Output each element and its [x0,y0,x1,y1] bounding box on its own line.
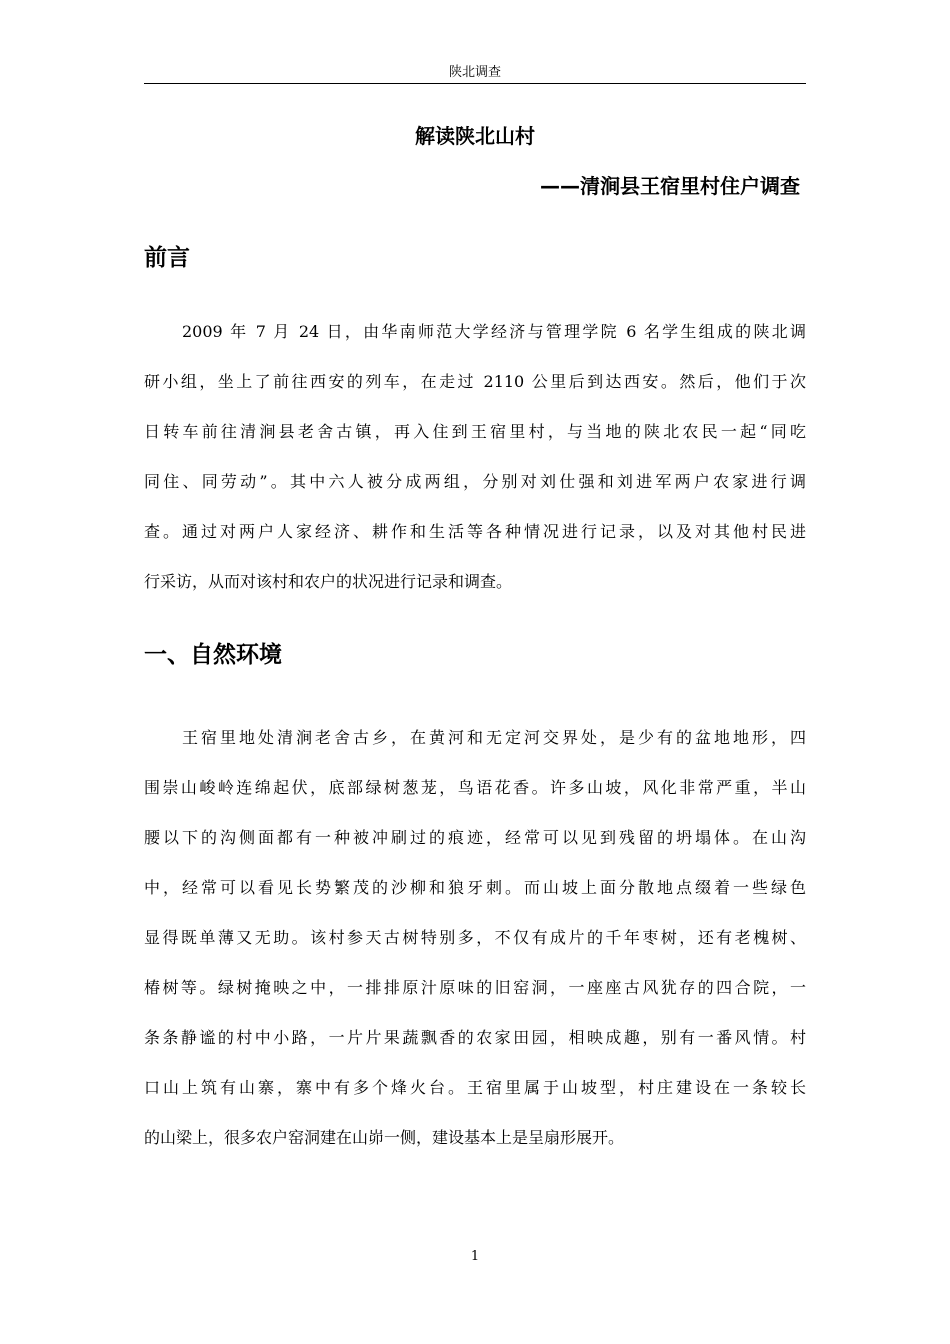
paragraph-line: 条条静谧的村中小路，一片片果蔬飘香的农家田园，相映成趣，别有一番风情。村 [144,1028,806,1047]
paragraph-line: 椿树等。绿树掩映之中，一排排原汁原味的旧窑洞，一座座古风犹存的四合院，一 [144,978,806,997]
page-number: 1 [470,1249,480,1264]
paragraph-line: 查。通过对两户人家经济、耕作和生活等各种情况进行记录，以及对其他村民进 [144,522,806,541]
document-subtitle: ——清涧县王宿里村住户调查 [540,174,800,198]
paragraph-line: 王宿里地处清涧老舍古乡，在黄河和无定河交界处，是少有的盆地地形，四 [182,728,806,747]
paragraph-line: 中，经常可以看见长势繁茂的沙柳和狼牙刺。而山坡上面分散地点缀着一些绿色 [144,878,806,897]
paragraph-line: 显得既单薄又无助。该村参天古树特别多，不仅有成片的千年枣树，还有老槐树、 [144,928,806,947]
document-title: 解读陕北山村 [415,124,535,148]
paragraph-line: 的山梁上，很多农户窑洞建在山峁一侧，建设基本上是呈扇形展开。 [144,1128,625,1147]
natural-environment-paragraph [144,725,806,1175]
section-heading-preface: 前言 [144,245,190,271]
section-heading-natural-environment: 一、自然环境 [144,642,282,668]
paragraph-line: 研小组，坐上了前往西安的列车，在走过 2110 公里后到达西安。然后，他们于次 [144,372,806,391]
paragraph-line: 围崇山峻岭连绵起伏，底部绿树葱茏，鸟语花香。许多山坡，风化非常严重，半山 [144,778,806,797]
paragraph-line: 行采访，从而对该村和农户的状况进行记录和调查。 [144,572,513,591]
running-header: 陕北调查 [448,65,501,80]
paragraph-line: 口山上筑有山寨，寨中有多个烽火台。王宿里属于山坡型，村庄建设在一条较长 [144,1078,806,1097]
header-divider [144,83,806,84]
paragraph-line: 同住、同劳动”。其中六人被分成两组，分别对刘仕强和刘进军两户农家进行调 [144,472,806,491]
preface-paragraph [144,319,806,619]
paragraph-line: 腰以下的沟侧面都有一种被冲刷过的痕迹，经常可以见到残留的坍塌体。在山沟 [144,828,806,847]
paragraph-line: 日转车前往清涧县老舍古镇，再入住到王宿里村，与当地的陕北农民一起“同吃 [144,422,806,441]
paragraph-line: 2009 年 7 月 24 日，由华南师范大学经济与管理学院 6 名学生组成的陕北调 [182,322,806,341]
